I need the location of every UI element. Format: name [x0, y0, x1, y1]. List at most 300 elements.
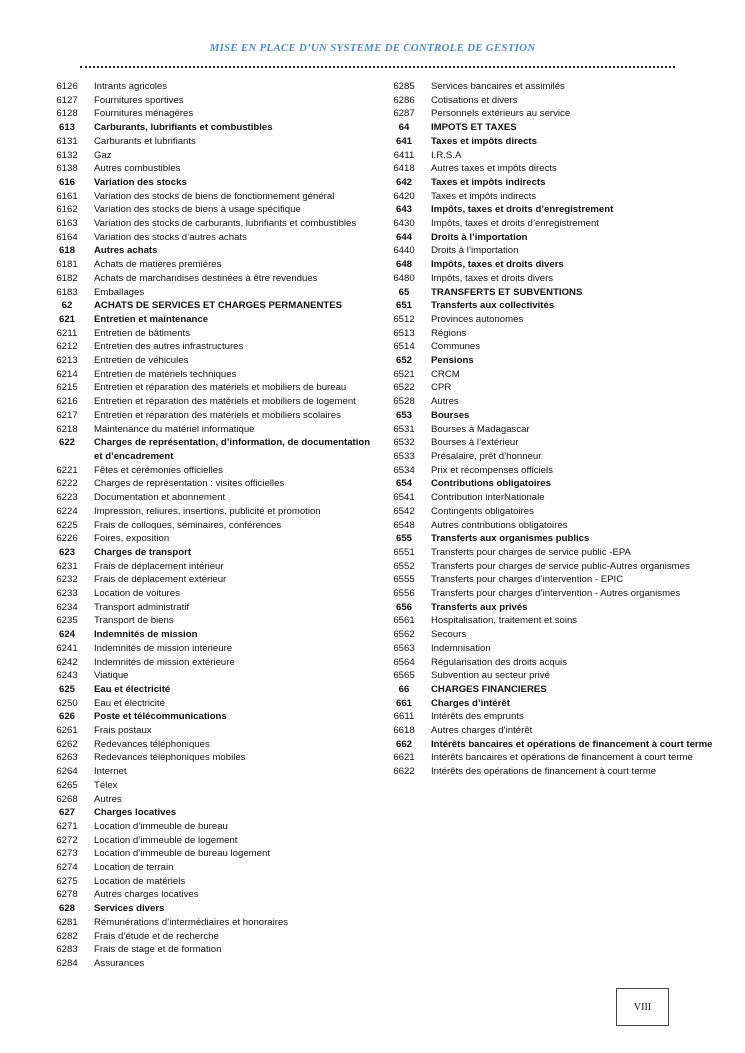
account-label: Bourses à Madagascar	[431, 423, 530, 435]
account-row	[377, 395, 717, 409]
account-row	[40, 94, 380, 108]
account-row	[40, 957, 380, 971]
account-code: 6224	[56, 505, 78, 517]
account-label: Autres combustibles	[94, 163, 181, 175]
account-row	[377, 546, 717, 560]
account-code: 6618	[393, 725, 415, 737]
account-label: I.R.S.A	[431, 149, 462, 161]
account-heading-row	[40, 628, 380, 642]
account-code: 621	[58, 313, 75, 325]
account-heading-row	[40, 436, 380, 463]
account-label: Cotisations et divers	[431, 94, 518, 106]
account-row	[40, 765, 380, 779]
account-label: Frais de stage et de formation	[94, 944, 222, 956]
account-code: 6418	[393, 163, 415, 175]
account-row	[40, 286, 380, 300]
account-label: Transport administratif	[94, 601, 190, 613]
account-row	[40, 149, 380, 163]
account-code: 6268	[56, 793, 78, 805]
account-row	[40, 916, 380, 930]
account-row	[377, 710, 717, 724]
account-code: 6164	[56, 231, 78, 243]
account-heading-row	[377, 601, 717, 615]
account-code: 6262	[56, 738, 78, 750]
account-code: 6284	[56, 958, 78, 969]
account-label: Communes	[431, 341, 481, 353]
account-code: 653	[395, 409, 412, 421]
account-row	[40, 190, 380, 204]
account-label: Hospitalisation, traitement et soins	[431, 615, 578, 627]
account-code: 6263	[56, 752, 78, 764]
account-label: Transferts pour charges de service public-Autres organismes	[431, 560, 690, 572]
account-label: Poste et télécommunications	[94, 711, 227, 723]
account-heading-row	[377, 532, 717, 546]
account-code: 6226	[56, 533, 78, 545]
account-code: 6533	[393, 450, 415, 462]
account-row	[40, 779, 380, 793]
account-row	[377, 724, 717, 738]
account-code: 651	[395, 300, 412, 312]
account-label: Entretien des autres infrastructures	[94, 341, 244, 353]
account-label: Autres charges d’intérêt	[431, 725, 533, 737]
account-code: 6548	[393, 519, 415, 531]
account-heading-row	[377, 738, 717, 752]
account-label: Achats de matières premières	[94, 259, 222, 271]
account-code: 627	[58, 807, 75, 819]
account-code: 652	[395, 355, 412, 367]
account-code: 625	[58, 683, 75, 695]
account-heading-row	[377, 683, 717, 697]
account-code: 6283	[56, 944, 78, 956]
page-header-title: MISE EN PLACE D’UN SYSTEME DE CONTROLE DE GESTION	[209, 42, 536, 54]
account-label: Indemnisation	[431, 642, 491, 654]
account-row	[377, 217, 717, 231]
account-row	[40, 203, 380, 217]
account-label: IMPOTS ET TAXES	[431, 122, 517, 134]
account-row	[377, 313, 717, 327]
account-row	[377, 436, 717, 450]
account-code: 6250	[56, 697, 78, 709]
account-label: CPR	[431, 382, 452, 394]
account-label: Entretien et maintenance	[94, 313, 209, 325]
account-row	[40, 834, 380, 848]
account-label: Télex	[94, 779, 118, 791]
account-code: 6420	[393, 190, 415, 202]
account-row	[40, 642, 380, 656]
account-row	[377, 107, 717, 121]
account-row	[40, 751, 380, 765]
account-label: Fournitures sportives	[94, 94, 184, 106]
account-row	[377, 751, 717, 765]
account-row	[377, 573, 717, 587]
account-label: Intérêts des emprunts	[431, 711, 524, 723]
account-label: Autres charges locatives	[94, 889, 199, 901]
account-row	[40, 340, 380, 354]
account-code: 6223	[56, 492, 78, 504]
account-code: 6232	[56, 574, 78, 586]
account-code: 642	[395, 176, 412, 188]
account-label: Maintenance du matériel informatique	[94, 423, 255, 435]
account-label: Indemnités de mission	[94, 629, 198, 641]
account-row	[40, 793, 380, 807]
account-code: 643	[395, 204, 412, 216]
account-row	[40, 217, 380, 231]
account-row	[40, 847, 380, 861]
account-code: 6562	[393, 629, 415, 641]
account-row	[377, 642, 717, 656]
account-code: 6551	[393, 546, 415, 558]
account-heading-row	[377, 203, 717, 217]
account-label: Frais postaux	[94, 725, 152, 737]
account-label: Carburants, lubrifiants et combustibles	[94, 122, 273, 134]
account-row	[40, 258, 380, 272]
account-code: 6556	[393, 588, 415, 600]
account-label: Droits à l’importation	[431, 245, 519, 257]
account-code: 6555	[393, 574, 415, 586]
account-row	[377, 614, 717, 628]
account-code: 6242	[56, 656, 78, 668]
account-heading-row	[377, 121, 717, 135]
account-code: 6235	[56, 615, 78, 627]
account-label: Prix et récompenses officiels	[431, 464, 553, 476]
account-heading-row	[377, 354, 717, 368]
account-heading-row	[40, 313, 380, 327]
account-label: Transferts aux privés	[431, 601, 528, 613]
account-code: 6430	[393, 218, 415, 230]
account-heading-row	[40, 244, 380, 258]
account-row	[40, 532, 380, 546]
account-label: Variation des stocks de carburants, lubrifiants et combustibles	[94, 218, 357, 230]
account-heading-row	[40, 806, 380, 820]
account-row	[40, 943, 380, 957]
account-row	[377, 423, 717, 437]
account-label: Rémunérations d’intermédiaires et honoraires	[94, 916, 289, 928]
account-heading-row	[40, 121, 380, 135]
account-code: 65	[398, 286, 410, 298]
account-label: Charges locatives	[94, 807, 177, 819]
account-code: 6532	[393, 437, 415, 449]
account-code: 6138	[56, 163, 78, 175]
account-code: 6218	[56, 423, 78, 435]
account-row	[377, 272, 717, 286]
account-row	[377, 190, 717, 204]
account-label: Entretien de bâtiments	[94, 327, 190, 339]
account-row	[40, 738, 380, 752]
account-row	[40, 601, 380, 615]
account-code: 6243	[56, 670, 78, 682]
account-label: Intérêts bancaires et opérations de financement à court terme	[431, 738, 713, 750]
account-row	[377, 656, 717, 670]
account-label: Indemnités de mission intérieure	[94, 642, 233, 654]
account-code: 6565	[393, 670, 415, 682]
account-heading-row	[40, 176, 380, 190]
account-code: 6286	[393, 94, 415, 106]
account-label: Services divers	[94, 903, 165, 915]
account-label: Location de matériels	[94, 875, 186, 887]
account-label: Charges de transport	[94, 546, 192, 558]
account-label: Variation des stocks de biens de fonctionnement général	[94, 190, 335, 202]
account-heading-row	[377, 477, 717, 491]
account-code: 6215	[56, 382, 78, 394]
account-label: Taxes et impôts directs	[431, 135, 537, 147]
account-code: 624	[58, 629, 75, 641]
account-label: Achats de marchandises destinées à être revendues	[94, 272, 318, 284]
account-label: Bourses à l’extérieur	[431, 437, 519, 449]
account-code: 662	[395, 738, 412, 750]
account-label: Bourses	[431, 409, 470, 421]
account-label: Impôts, taxes et droits d’enregistrement	[431, 204, 614, 216]
account-row	[40, 875, 380, 889]
account-row	[40, 423, 380, 437]
account-label: Location d’immeuble de logement	[94, 834, 238, 846]
account-code: 6561	[393, 615, 415, 627]
account-heading-row	[40, 683, 380, 697]
account-heading-row	[377, 697, 717, 711]
account-code: 6521	[393, 368, 415, 380]
account-code: 6233	[56, 588, 78, 600]
account-heading-row	[377, 231, 717, 245]
account-row	[40, 519, 380, 533]
account-code: 6274	[56, 862, 78, 874]
account-heading-row	[377, 299, 717, 313]
account-row	[40, 272, 380, 286]
account-code: 616	[58, 176, 75, 188]
account-row	[377, 669, 717, 683]
account-row	[40, 697, 380, 711]
account-heading-row	[40, 902, 380, 916]
account-label: Eau et électricité	[94, 683, 171, 695]
account-row	[40, 587, 380, 601]
account-heading-row	[40, 299, 380, 313]
account-label: Internet	[94, 766, 127, 778]
account-label: Contributions obligatoires	[431, 478, 551, 490]
account-code: 6281	[56, 916, 78, 928]
account-label: Entretien et réparation des matériels et mobiliers de logement	[94, 396, 356, 408]
account-code: 6214	[56, 368, 78, 380]
account-code: 6217	[56, 409, 78, 421]
account-label: Subvention au secteur privé	[431, 670, 550, 682]
account-heading-row	[377, 286, 717, 300]
account-row	[40, 231, 380, 245]
account-heading-row	[377, 176, 717, 190]
account-code: 613	[58, 122, 75, 134]
account-code: 64	[398, 122, 410, 134]
account-code: 6221	[56, 464, 78, 476]
header-dotted-rule	[80, 66, 675, 68]
account-code: 6212	[56, 341, 78, 353]
account-row	[40, 505, 380, 519]
account-row	[40, 464, 380, 478]
account-code: 6512	[393, 313, 415, 325]
account-label: CRCM	[431, 368, 460, 380]
account-row	[40, 381, 380, 395]
account-code: 618	[58, 245, 75, 257]
account-label: Assurances	[94, 958, 145, 969]
account-label: Frais d’étude et de recherche	[94, 930, 219, 942]
account-label: Entretien et réparation des matériels et mobiliers de bureau	[94, 382, 347, 394]
page-number: VIII	[633, 1001, 652, 1013]
account-row	[40, 409, 380, 423]
account-row	[40, 930, 380, 944]
account-code: 6211	[56, 327, 78, 339]
account-code: 6287	[393, 108, 415, 120]
account-row	[40, 656, 380, 670]
account-code: 6278	[56, 889, 78, 901]
account-row	[40, 820, 380, 834]
account-label: Impôts, taxes et droits d’enregistrement	[431, 218, 599, 230]
account-row	[40, 368, 380, 382]
account-label: Location d’immeuble de bureau logement	[94, 848, 270, 860]
account-label: Transferts pour charges d’intervention - EPIC	[431, 574, 624, 586]
account-label: Présalaire, prêt d’honneur	[431, 450, 542, 462]
account-label: Impôts, taxes et droits divers	[431, 259, 564, 271]
account-label: Provinces autonomes	[431, 313, 524, 325]
account-code: 6126	[56, 81, 78, 92]
account-label: Entretien et réparation des matériels et mobiliers scolaires	[94, 409, 341, 421]
account-label: Autres achats	[94, 245, 158, 257]
account-code: 6285	[393, 81, 415, 92]
account-code: 648	[395, 259, 412, 271]
account-code: 6222	[56, 478, 78, 490]
account-row	[377, 149, 717, 163]
account-code: 6213	[56, 355, 78, 367]
account-row	[377, 560, 717, 574]
account-code: 6183	[56, 286, 78, 298]
account-code: 6552	[393, 560, 415, 572]
account-label: Eau et électricité	[94, 697, 165, 709]
account-code: 6231	[56, 560, 78, 572]
account-code: 641	[395, 135, 412, 147]
account-label: Autres contributions obligatoires	[431, 519, 568, 531]
account-row	[377, 94, 717, 108]
account-label: Taxes et impôts indirects	[431, 190, 537, 202]
account-label: Viatique	[94, 670, 129, 682]
account-list-left	[40, 80, 380, 971]
account-label: Frais de déplacement extérieur	[94, 574, 227, 586]
account-row	[377, 491, 717, 505]
account-code: 6440	[393, 245, 415, 257]
account-label: Transferts aux collectivités	[431, 300, 555, 312]
account-label: Secours	[431, 629, 467, 641]
account-code: 6181	[56, 259, 78, 271]
account-label: Contingents obligatoires	[431, 505, 534, 517]
account-code: 626	[58, 711, 75, 723]
account-code: 644	[395, 231, 412, 243]
account-label: Documentation et abonnement	[94, 492, 226, 504]
account-label: Autres	[431, 396, 459, 408]
account-label: Entretien de matériels techniques	[94, 368, 237, 380]
account-code: 6132	[56, 149, 78, 161]
account-code: 622	[58, 437, 75, 449]
account-label: Indemnités de mission extérieure	[94, 656, 235, 668]
account-label: Personnels extérieurs au service	[431, 108, 571, 120]
account-code: 6127	[56, 94, 78, 106]
account-code: 6621	[393, 752, 415, 764]
account-label: Charges d’intérêt	[431, 697, 510, 709]
account-heading-row	[40, 546, 380, 560]
account-code: 6531	[393, 423, 415, 435]
account-row	[377, 505, 717, 519]
account-code: 6513	[393, 327, 415, 339]
account-row	[40, 724, 380, 738]
account-label: Frais de colloques, séminaires, conférences	[94, 519, 282, 531]
account-code: 655	[395, 533, 412, 545]
account-heading-row	[40, 710, 380, 724]
account-label: Foires, exposition	[94, 533, 170, 545]
account-row	[377, 340, 717, 354]
account-code: 6241	[56, 642, 78, 654]
account-label: Autres taxes et impôts directs	[431, 163, 557, 175]
account-label: Variation des stocks de biens à usage spécifique	[94, 204, 301, 216]
account-label: Gaz	[94, 149, 112, 161]
account-code: 6480	[393, 272, 415, 284]
account-row	[377, 628, 717, 642]
account-code: 6131	[56, 135, 78, 147]
account-heading-row	[377, 409, 717, 423]
account-code: 6522	[393, 382, 415, 394]
account-code: 62	[61, 300, 73, 312]
account-row	[377, 587, 717, 601]
account-label: CHARGES FINANCIERES	[431, 683, 547, 695]
account-code: 6261	[56, 725, 78, 737]
account-row	[377, 368, 717, 382]
account-label: Fournitures ménagères	[94, 108, 194, 120]
account-row	[40, 491, 380, 505]
account-code: 6611	[393, 711, 415, 723]
account-label: Droits à l’importation	[431, 231, 528, 243]
account-label: Intérêts bancaires et opérations de financement à court terme	[431, 752, 693, 764]
account-row	[40, 80, 380, 94]
account-label: Location de voitures	[94, 588, 180, 600]
account-label: Transferts aux organismes publics	[431, 533, 590, 545]
account-code: 6264	[56, 766, 78, 778]
account-label: Variation des stocks	[94, 176, 187, 188]
account-label: Impression, reliures, insertions, publicité et promotion	[94, 505, 321, 517]
account-label: Régions	[431, 327, 467, 339]
account-row	[377, 450, 717, 464]
account-row	[377, 80, 717, 94]
account-row	[40, 888, 380, 902]
account-label: Taxes et impôts indirects	[431, 176, 546, 188]
account-code: 6225	[56, 519, 78, 531]
account-row	[377, 327, 717, 341]
account-row	[40, 354, 380, 368]
account-code: 6542	[393, 505, 415, 517]
account-code: 6128	[56, 108, 78, 120]
account-label: Charges de représentation, d’information, de documentation et d’encadrement	[94, 437, 371, 462]
account-code: 6272	[56, 834, 78, 846]
account-code: 6161	[56, 190, 78, 202]
account-label: Emballages	[94, 286, 145, 298]
account-row	[377, 519, 717, 533]
account-code: 66	[398, 683, 410, 695]
account-list-right	[377, 80, 717, 779]
account-code: 654	[395, 478, 412, 490]
account-label: Redevances téléphoniques mobiles	[94, 752, 246, 764]
account-code: 6563	[393, 642, 415, 654]
account-code: 661	[395, 697, 412, 709]
account-label: Intérêts des opérations de financement à court terme	[431, 766, 657, 778]
account-code: 6234	[56, 601, 78, 613]
account-row	[40, 861, 380, 875]
account-code: 6528	[393, 396, 415, 408]
account-label: Location d’immeuble de bureau	[94, 820, 228, 832]
account-label: Fêtes et cérémonies officielles	[94, 464, 223, 476]
account-code: 6282	[56, 930, 78, 942]
account-label: Entretien de véhicules	[94, 355, 189, 367]
account-row	[40, 573, 380, 587]
account-heading-row	[377, 135, 717, 149]
